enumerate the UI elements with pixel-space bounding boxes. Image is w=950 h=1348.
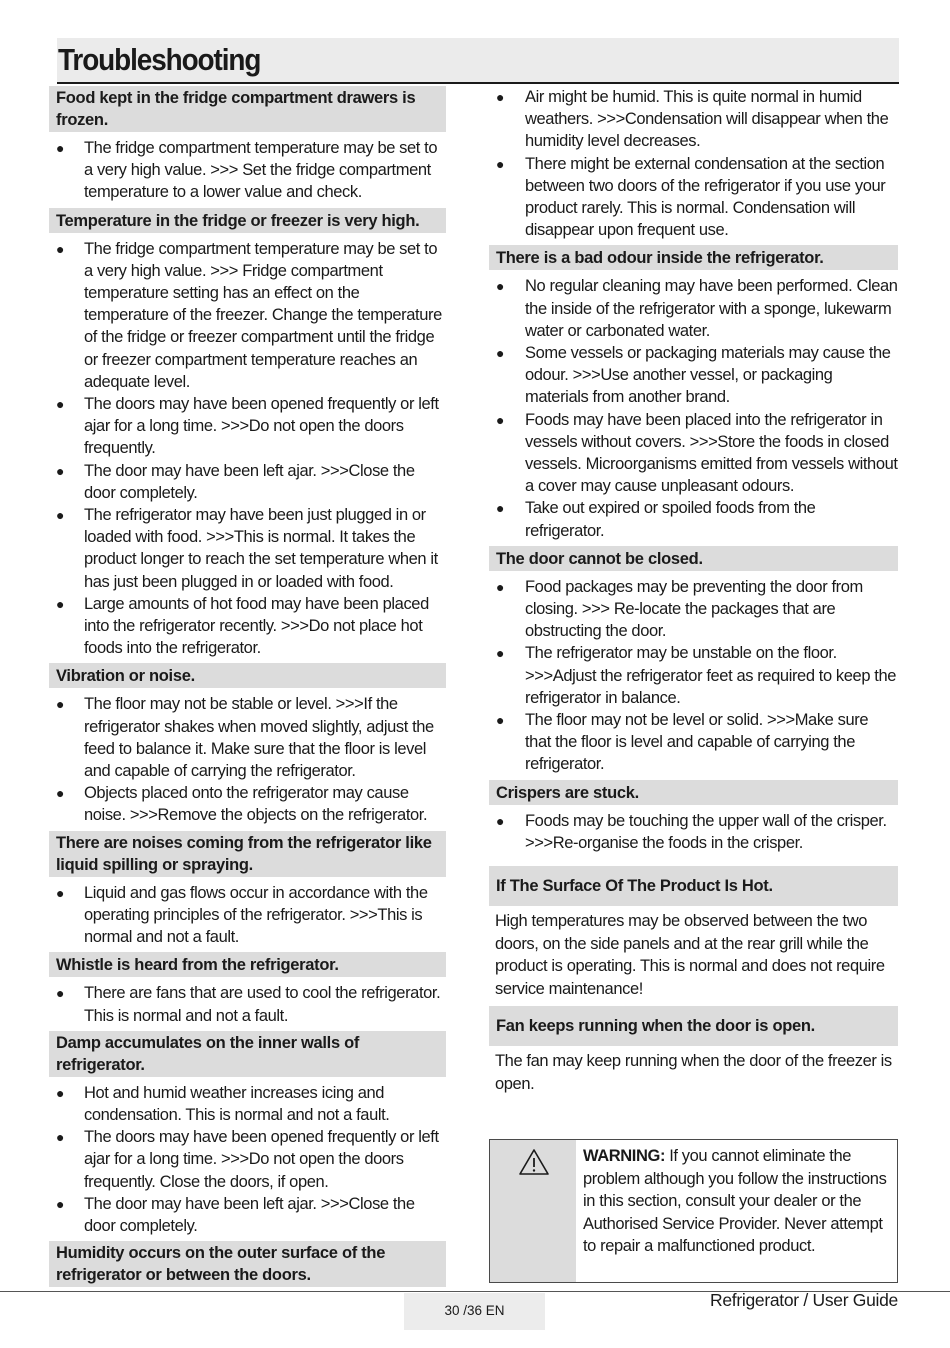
- warning-label: WARNING:: [583, 1147, 666, 1165]
- surface-hot-text: High temperatures may be observed between the two doors, on the side panels and at the rear grill while the product is operating. This is normal and does not require service maintenance!: [495, 912, 885, 998]
- list-item: ● No regular cleaning may have been performed. Clean the inside of the refrigerator with a sponge, lukewarm water or carbonated water.: [496, 277, 898, 340]
- list-item: ● The doors may have been opened frequently or left ajar for a long time. >>>Do not open the doors frequently.: [56, 395, 439, 458]
- bullet-icon: ●: [496, 500, 505, 517]
- bullet-icon: ●: [56, 1084, 65, 1101]
- section-heading-liquid-noise: There are noises coming from the refrigerator like liquid spilling or spraying.: [49, 831, 446, 877]
- section-heading-vibration: Vibration or noise.: [49, 663, 446, 688]
- list-item: ● The doors may have been opened frequently or left ajar for a long time. >>>Do not open the doors frequently. Close the doors, if open.: [56, 1128, 439, 1191]
- section-heading-fan: Fan keeps running when the door is open.: [489, 1006, 898, 1046]
- bullet-icon: ●: [496, 578, 505, 595]
- section-heading-frozen: Food kept in the fridge compartment drawers is frozen.: [49, 86, 446, 132]
- bullet-icon: ●: [496, 411, 505, 428]
- bullet-icon: ●: [56, 396, 65, 413]
- warning-icon-cell: [490, 1140, 577, 1282]
- warning-body: If you cannot eliminate the problem although you follow the instructions in this section, consult your dealer or the Authorised Service Provider. Never attempt to repair a malfunctioned product.: [583, 1147, 887, 1256]
- bullet-icon: ●: [56, 696, 65, 713]
- fan-text: The fan may keep running when the door of the freezer is open.: [495, 1052, 892, 1094]
- list-door: [489, 571, 898, 780]
- list-item: ● The fridge compartment temperature may be set to a very high value. >>> Fridge compartment temperature setting has an effect on the temperature of the freezer. Change the temperature of the fridge or freezer compartment until the fridge or freezer compartment temperature reaches an adequate level.: [56, 239, 442, 391]
- list-item: ● The floor may not be stable or level. >>>If the refrigerator shakes when moved slightly, adjust the feed to balance it. Make sure that the floor is level and capable of carrying the refrigerator.: [56, 695, 434, 781]
- bullet-icon: ●: [56, 884, 65, 901]
- list-item: ● Hot and humid weather increases icing and condensation. This is normal and not a fault.: [56, 1083, 390, 1124]
- warning-triangle-icon: [518, 1148, 550, 1176]
- section-heading-odour: There is a bad odour inside the refrigerator.: [489, 245, 898, 270]
- list-item: ● Large amounts of hot food may have been placed into the refrigerator recently. >>>Do not place hot foods into the refrigerator.: [56, 594, 429, 658]
- bullet-icon: ●: [56, 595, 65, 612]
- warning-text: [583, 1145, 888, 1258]
- list-item: ● Foods may have been placed into the refrigerator in vessels without covers. >>>Store the foods in closed vessels. Microorganisms emitted from vessels without a cover may cause unpleasant odours.: [496, 410, 898, 496]
- list-item: ● The refrigerator may have been just plugged in or loaded with food. >>>This is normal. It takes the product longer to reach the set temperature when it has just been plugged in or loaded with food.: [56, 506, 438, 591]
- list-odour: [489, 270, 898, 545]
- bullet-icon: ●: [56, 1129, 65, 1146]
- list-vibration: [49, 688, 446, 830]
- list-item: ● There might be external condensation at the section between two doors of the refrigerator if you use your product rarely. This is normal. Condensation will disappear upon frequent use.: [496, 154, 886, 240]
- bullet-icon: ●: [56, 462, 65, 479]
- list-item: ● Food packages may be preventing the door from closing. >>> Re-locate the packages that are obstructing the door.: [496, 577, 863, 641]
- bullet-icon: ●: [56, 1195, 65, 1212]
- list-crispers: [489, 805, 898, 866]
- list-frozen: [49, 132, 446, 208]
- section-heading-door: The door cannot be closed.: [489, 546, 898, 571]
- left-column: [49, 86, 446, 1287]
- document-name: Refrigerator / User Guide: [710, 1290, 898, 1310]
- section-heading-high-temp: Temperature in the fridge or freezer is very high.: [49, 208, 446, 233]
- list-item: ● There are fans that are used to cool the refrigerator. This is normal and not a fault.: [56, 984, 441, 1025]
- list-humidity-continued: [489, 86, 898, 245]
- list-damp: [49, 1077, 446, 1241]
- warning-box: [489, 1139, 898, 1283]
- section-heading-damp: Damp accumulates on the inner walls of refrigerator.: [49, 1031, 446, 1077]
- title-bar: [57, 38, 899, 84]
- list-item: ● The door may have been left ajar. >>>Close the door completely.: [56, 461, 415, 502]
- bullet-icon: ●: [496, 89, 505, 105]
- list-liquid-noise: [49, 877, 446, 953]
- bullet-icon: ●: [496, 345, 505, 362]
- bullet-icon: ●: [496, 812, 505, 829]
- bullet-icon: ●: [56, 785, 65, 802]
- bullet-icon: ●: [496, 712, 505, 729]
- list-item: ● The door may have been left ajar. >>>Close the door completely.: [56, 1194, 415, 1235]
- list-item: ● Air might be humid. This is quite normal in humid weathers. >>>Condensation will disappear when the humidity level decreases.: [496, 88, 889, 151]
- right-column: [489, 86, 898, 1102]
- list-item: ● Foods may be touching the upper wall of the crisper. >>>Re-organise the foods in the crisper.: [496, 811, 887, 852]
- page-number: 30 /36 EN: [404, 1293, 545, 1330]
- list-item: ● The refrigerator may be unstable on the floor. >>>Adjust the refrigerator feet as required to keep the refrigerator in balance.: [496, 644, 897, 707]
- list-item: ● Liquid and gas flows occur in accordance with the operating principles of the refrigerator. >>>This is normal and not a fault.: [56, 883, 428, 947]
- list-item: ● The fridge compartment temperature may be set to a very high value. >>> Set the fridge compartment temperature to a lower value and check.: [56, 139, 438, 202]
- bullet-icon: ●: [56, 240, 65, 257]
- bullet-icon: ●: [56, 507, 65, 524]
- section-heading-surface-hot: If The Surface Of The Product Is Hot.: [489, 866, 898, 906]
- bullet-icon: ●: [56, 140, 65, 156]
- bullet-icon: ●: [496, 155, 505, 172]
- list-high-temp: [49, 233, 446, 664]
- section-heading-humidity: Humidity occurs on the outer surface of the refrigerator or between the doors.: [49, 1241, 446, 1287]
- section-heading-crispers: Crispers are stuck.: [489, 780, 898, 805]
- bullet-icon: ●: [56, 985, 65, 1002]
- page-title: Troubleshooting: [58, 42, 261, 77]
- list-item: ● Take out expired or spoiled foods from the refrigerator.: [496, 499, 816, 540]
- list-item: ● Some vessels or packaging materials may cause the odour. >>>Use another vessel, or packaging materials from another brand.: [496, 344, 891, 407]
- list-item: ● Objects placed onto the refrigerator may cause noise. >>>Remove the objects on the refrigerator.: [56, 784, 428, 825]
- list-whistle: [49, 977, 446, 1030]
- list-item: ● The floor may not be level or solid. >>>Make sure that the floor is level and capable of carrying the refrigerator.: [496, 711, 869, 774]
- bullet-icon: ●: [496, 278, 505, 295]
- bullet-icon: ●: [496, 645, 505, 662]
- section-heading-whistle: Whistle is heard from the refrigerator.: [49, 952, 446, 977]
